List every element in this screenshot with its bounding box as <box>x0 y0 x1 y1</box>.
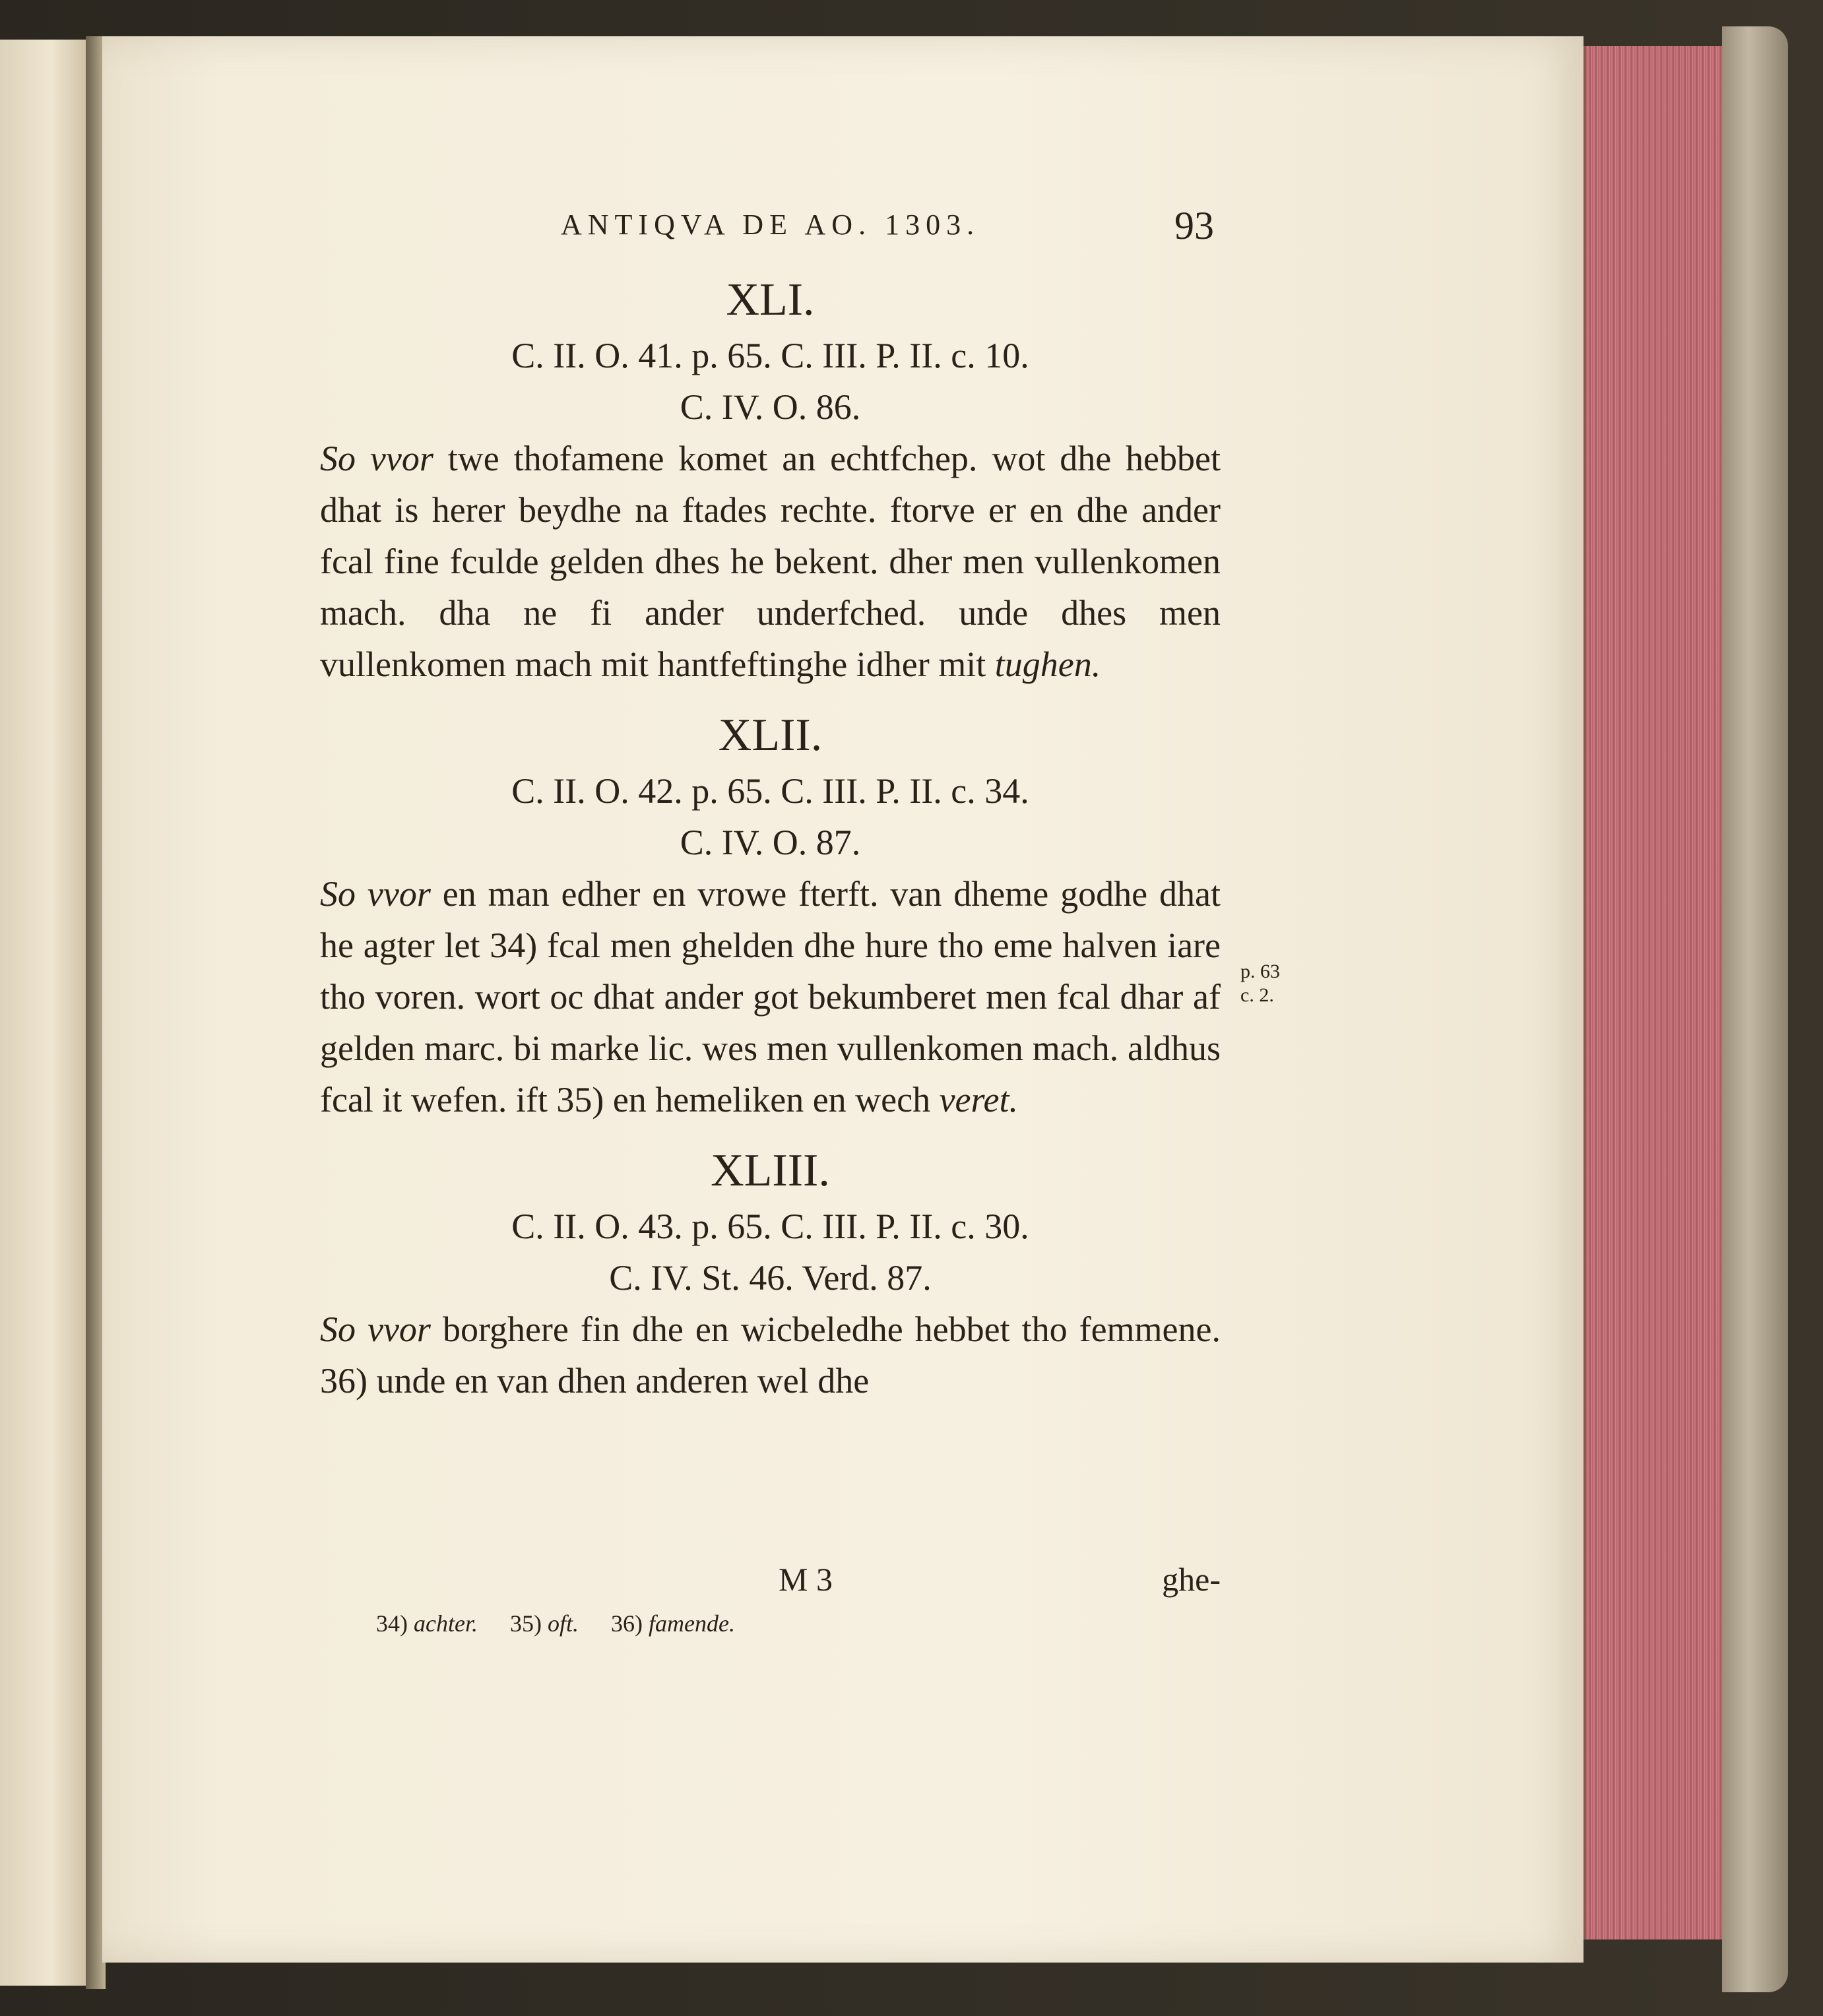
section-xli <box>320 270 1221 690</box>
page-block-edge <box>1583 46 1725 1939</box>
section-xlii <box>320 706 1221 1125</box>
running-head-title: ANTIQVA DE AO. 1303. <box>561 208 980 241</box>
catchword-line <box>320 1560 1221 1606</box>
reference-line: C. II. O. 41. p. 65. C. III. P. II. c. 10. <box>511 336 1029 375</box>
reference-line: C. IV. St. 46. Verd. 87. <box>609 1258 932 1298</box>
section-xliii <box>320 1141 1221 1406</box>
chapter-heading: XLII. <box>718 710 823 761</box>
paragraph-end: tughen. <box>994 645 1101 684</box>
footnote-number: 36) <box>611 1610 643 1637</box>
footnote-number: 34) <box>376 1610 408 1637</box>
paragraph-body: en man edher en vrowe fterft. van dheme godhe dhat he agter let 34) fcal men ghelden dhe hure tho eme halven iare tho voren. wort oc dhat ander got bekumberet men fcal dhar af gelden marc. bi marke lic. wes men vullenkomen mach. aldhus fcal it wefen. ift 35) en hemeliken en wech <box>320 874 1221 1119</box>
reference-line: C. IV. O. 87. <box>680 823 861 862</box>
paragraph-body: twe thofamene komet an echtfchep. wot dhe hebbet dhat is herer beydhe na ftades rechte. ftorve er en dhe ander fcal fine fculde gelden dhes he bekent. dher men vullenkomen mach. dha ne fi ander underfched. unde dhes men vullenkomen mach mit hantfeftinghe idher mit <box>320 439 1221 684</box>
paragraph <box>320 433 1221 690</box>
paragraph-lead: So vvor <box>320 874 431 914</box>
paragraph <box>320 1304 1221 1406</box>
footnote-text: achter. <box>414 1610 478 1637</box>
signature-mark: M 3 <box>779 1561 833 1598</box>
footnote <box>510 1610 579 1637</box>
margin-note <box>1240 960 1280 1007</box>
reference-line: C. II. O. 43. p. 65. C. III. P. II. c. 30. <box>511 1207 1029 1246</box>
paragraph <box>320 868 1221 1125</box>
footnotes <box>376 1610 1168 1637</box>
paragraph-body: borghere fin dhe en wicbeledhe hebbet tho femmene. 36) unde en van dhen anderen wel dhe <box>320 1309 1221 1401</box>
left-page-edge <box>0 40 90 1986</box>
paragraph-lead: So vvor <box>320 1309 431 1349</box>
footnote-text: oft. <box>547 1610 579 1637</box>
footnote-number: 35) <box>509 1610 542 1637</box>
footnote <box>376 1610 478 1637</box>
reference-line: C. II. O. 42. p. 65. C. III. P. II. c. 34. <box>511 771 1029 811</box>
running-head <box>561 208 1221 241</box>
page-number: 93 <box>1174 204 1214 247</box>
footnote <box>611 1610 735 1637</box>
margin-note-line: p. 63 <box>1240 961 1280 982</box>
catchword: ghe- <box>1162 1561 1221 1598</box>
page-content <box>320 264 1221 1422</box>
chapter-heading: XLIII. <box>711 1145 830 1196</box>
book-cover-edge <box>1722 26 1788 1992</box>
paragraph-end: veret. <box>939 1080 1019 1119</box>
margin-note-line: c. 2. <box>1240 984 1274 1006</box>
chapter-heading: XLI. <box>726 274 815 325</box>
reference-line: C. IV. O. 86. <box>680 387 861 427</box>
footnote-text: famende. <box>649 1610 735 1637</box>
paragraph-lead: So vvor <box>320 439 433 478</box>
